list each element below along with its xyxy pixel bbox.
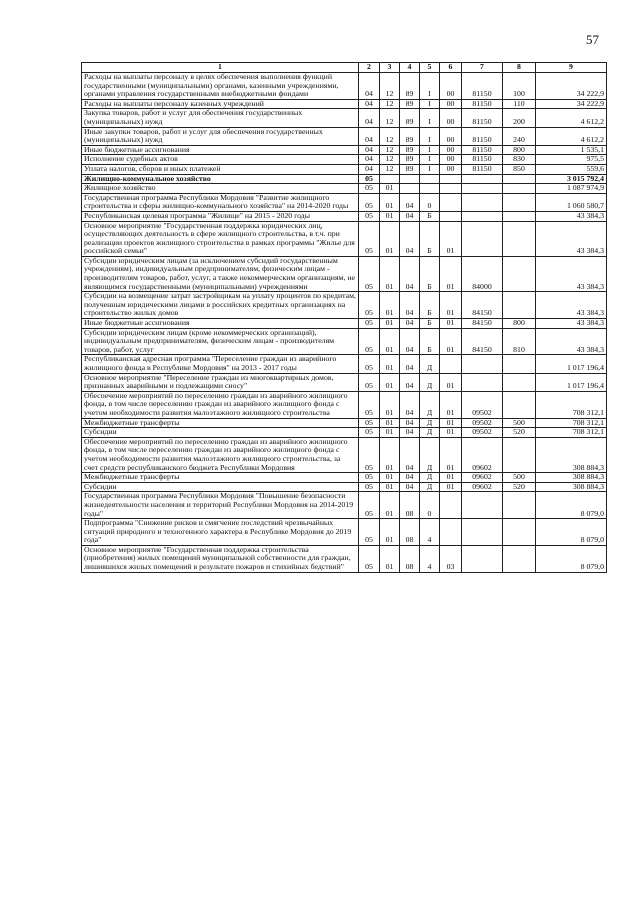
direction-code-cell: 09502 [462, 428, 503, 438]
program-code-cell: 89 [400, 155, 420, 165]
expense-type-cell [503, 437, 536, 472]
program-code-cell: 04 [400, 473, 420, 483]
table-row [82, 319, 607, 329]
table-row [82, 109, 607, 127]
direction-code-cell: 09502 [462, 391, 503, 418]
activity-code-cell: 00 [440, 73, 462, 100]
item-name-cell: Республиканская адресная программа "Переселение граждан из аварийного жилищного фонда в Республике Мордовия" на 2013 - 2017 годы [82, 355, 359, 373]
budget-table [81, 62, 607, 573]
subsection-code-cell: 12 [380, 109, 400, 127]
direction-code-cell [462, 545, 503, 572]
program-code-cell: 04 [400, 373, 420, 391]
direction-code-cell: 81150 [462, 145, 503, 155]
section-code-cell: 05 [359, 193, 380, 211]
subprogram-code-cell: Д [420, 391, 440, 418]
expense-type-cell [503, 373, 536, 391]
amount-cell: 43 384,3 [536, 221, 607, 256]
section-code-cell: 05 [359, 437, 380, 472]
section-code-cell: 05 [359, 482, 380, 492]
amount-cell: 8 079,0 [536, 545, 607, 572]
program-code-cell: 89 [400, 145, 420, 155]
amount-cell: 1 060 580,7 [536, 193, 607, 211]
expense-type-cell [503, 174, 536, 184]
subsection-code-cell: 01 [380, 355, 400, 373]
expense-type-cell: 850 [503, 164, 536, 174]
subprogram-code-cell: 4 [420, 519, 440, 546]
amount-cell: 43 384,3 [536, 292, 607, 319]
amount-cell: 43 384,3 [536, 256, 607, 291]
amount-cell: 3 015 792,4 [536, 174, 607, 184]
activity-code-cell: 01 [440, 482, 462, 492]
item-name-cell: Исполнение судебных актов [82, 155, 359, 165]
program-code-cell: 89 [400, 73, 420, 100]
subprogram-code-cell: Д [420, 473, 440, 483]
program-code-cell: 04 [400, 328, 420, 355]
direction-code-cell: 09602 [462, 437, 503, 472]
program-code-cell: 04 [400, 428, 420, 438]
item-name-cell: Межбюджетные трансферты [82, 473, 359, 483]
table-row [82, 211, 607, 221]
header-cell: 8 [503, 63, 536, 73]
program-code-cell: 89 [400, 127, 420, 145]
direction-code-cell: 84150 [462, 292, 503, 319]
amount-cell: 1 017 196,4 [536, 355, 607, 373]
subprogram-code-cell: Б [420, 211, 440, 221]
expense-type-cell: 100 [503, 73, 536, 100]
section-code-cell: 05 [359, 492, 380, 519]
activity-code-cell: 01 [440, 221, 462, 256]
item-name-cell: Расходы на выплаты персоналу казенных учреждений [82, 99, 359, 109]
program-code-cell: 04 [400, 256, 420, 291]
subsection-code-cell: 01 [380, 391, 400, 418]
table-row [82, 73, 607, 100]
section-code-cell: 05 [359, 545, 380, 572]
subsection-code-cell: 12 [380, 155, 400, 165]
subprogram-code-cell: 4 [420, 545, 440, 572]
expense-type-cell [503, 211, 536, 221]
subprogram-code-cell [420, 184, 440, 194]
direction-code-cell [462, 184, 503, 194]
table-row [82, 473, 607, 483]
program-code-cell: 04 [400, 482, 420, 492]
direction-code-cell: 84000 [462, 256, 503, 291]
subsection-code-cell: 01 [380, 418, 400, 428]
amount-cell: 708 312,1 [536, 428, 607, 438]
subprogram-code-cell: I [420, 109, 440, 127]
subsection-code-cell: 01 [380, 292, 400, 319]
activity-code-cell: 01 [440, 473, 462, 483]
item-name-cell: Подпрограмма "Снижение рисков и смягчение последствий чрезвычайных ситуаций природного и техногенного характера в Республике Мордовия до 2019 года" [82, 519, 359, 546]
activity-code-cell [440, 193, 462, 211]
table-row [82, 221, 607, 256]
amount-cell: 43 384,3 [536, 328, 607, 355]
table-row [82, 164, 607, 174]
amount-cell: 559,6 [536, 164, 607, 174]
program-code-cell: 08 [400, 519, 420, 546]
subsection-code-cell: 01 [380, 519, 400, 546]
item-name-cell: Уплата налогов, сборов и иных платежей [82, 164, 359, 174]
section-code-cell: 05 [359, 428, 380, 438]
expense-type-cell: 520 [503, 428, 536, 438]
activity-code-cell: 01 [440, 319, 462, 329]
activity-code-cell [440, 174, 462, 184]
table-row [82, 418, 607, 428]
item-name-cell: Государственная программа Республики Мордовия "Повышение безопасности жизнедеятельности населения и территорий Республики Мордовия на 2014-2019 годы" [82, 492, 359, 519]
program-code-cell: 04 [400, 391, 420, 418]
table-row [82, 545, 607, 572]
activity-code-cell [440, 184, 462, 194]
amount-cell: 8 079,0 [536, 492, 607, 519]
subsection-code-cell: 01 [380, 319, 400, 329]
table-row [82, 428, 607, 438]
expense-type-cell [503, 545, 536, 572]
subsection-code-cell [380, 174, 400, 184]
subsection-code-cell: 01 [380, 492, 400, 519]
subprogram-code-cell: Д [420, 482, 440, 492]
subsection-code-cell: 12 [380, 127, 400, 145]
subsection-code-cell: 12 [380, 99, 400, 109]
expense-type-cell: 830 [503, 155, 536, 165]
activity-code-cell: 01 [440, 328, 462, 355]
amount-cell: 34 222,9 [536, 99, 607, 109]
program-code-cell: 08 [400, 545, 420, 572]
amount-cell: 1 017 196,4 [536, 373, 607, 391]
subsection-code-cell: 01 [380, 473, 400, 483]
section-code-cell: 04 [359, 109, 380, 127]
subsection-code-cell: 01 [380, 211, 400, 221]
activity-code-cell: 00 [440, 109, 462, 127]
item-name-cell: Межбюджетные трансферты [82, 418, 359, 428]
subsection-code-cell: 01 [380, 545, 400, 572]
amount-cell: 43 384,3 [536, 319, 607, 329]
subsection-code-cell: 12 [380, 164, 400, 174]
activity-code-cell: 01 [440, 418, 462, 428]
subsection-code-cell: 12 [380, 73, 400, 100]
subprogram-code-cell [420, 174, 440, 184]
table-row [82, 145, 607, 155]
direction-code-cell: 84150 [462, 319, 503, 329]
amount-cell: 1 087 974,9 [536, 184, 607, 194]
activity-code-cell [440, 492, 462, 519]
section-code-cell: 05 [359, 355, 380, 373]
section-code-cell: 04 [359, 164, 380, 174]
page-number: 57 [586, 32, 599, 47]
section-code-cell: 05 [359, 328, 380, 355]
activity-code-cell: 00 [440, 99, 462, 109]
section-code-cell: 04 [359, 155, 380, 165]
subprogram-code-cell: Б [420, 256, 440, 291]
expense-type-cell [503, 221, 536, 256]
direction-code-cell: 84150 [462, 328, 503, 355]
section-code-cell: 05 [359, 211, 380, 221]
item-name-cell: Субсидии юридическим лицам (за исключением субсидий государственным учреждениям), индивидуальным предпринимателям, физическим лицам - производителям товаров, работ, услуг, а также некоммерческим организациям, не являющимся государственными (муниципальными) учреждениями [82, 256, 359, 291]
subsection-code-cell: 01 [380, 256, 400, 291]
header-cell: 4 [400, 63, 420, 73]
activity-code-cell: 00 [440, 155, 462, 165]
direction-code-cell [462, 174, 503, 184]
section-code-cell: 05 [359, 519, 380, 546]
table-body [82, 73, 607, 573]
expense-type-cell: 500 [503, 418, 536, 428]
activity-code-cell: 01 [440, 373, 462, 391]
amount-cell: 308 884,3 [536, 437, 607, 472]
table-row [82, 127, 607, 145]
subprogram-code-cell: I [420, 73, 440, 100]
header-cell: 6 [440, 63, 462, 73]
section-code-cell: 04 [359, 145, 380, 155]
amount-cell: 708 312,1 [536, 391, 607, 418]
expense-type-cell [503, 519, 536, 546]
subprogram-code-cell: Д [420, 418, 440, 428]
program-code-cell: 04 [400, 437, 420, 472]
item-name-cell: Республиканская целевая программа "Жилище" на 2015 - 2020 годы [82, 211, 359, 221]
program-code-cell: 04 [400, 221, 420, 256]
subprogram-code-cell: Б [420, 328, 440, 355]
section-code-cell: 04 [359, 73, 380, 100]
subsection-code-cell: 01 [380, 437, 400, 472]
direction-code-cell: 09602 [462, 482, 503, 492]
section-code-cell: 05 [359, 292, 380, 319]
subprogram-code-cell: 0 [420, 492, 440, 519]
expense-type-cell [503, 391, 536, 418]
section-code-cell: 05 [359, 319, 380, 329]
header-cell: 3 [380, 63, 400, 73]
direction-code-cell [462, 519, 503, 546]
direction-code-cell [462, 193, 503, 211]
expense-type-cell [503, 292, 536, 319]
amount-cell: 308 884,3 [536, 473, 607, 483]
program-code-cell: 04 [400, 319, 420, 329]
subprogram-code-cell: 0 [420, 193, 440, 211]
activity-code-cell [440, 355, 462, 373]
subprogram-code-cell: Д [420, 373, 440, 391]
section-code-cell: 05 [359, 221, 380, 256]
item-name-cell: Закупка товаров, работ и услуг для обеспечения государственных (муниципальных) нужд [82, 109, 359, 127]
header-cell: 2 [359, 63, 380, 73]
table-row [82, 155, 607, 165]
item-name-cell: Субсидии юридическим лицам (кроме некоммерческих организаций), индивидуальным предпринимателям, физическим лицам - производителям товаров, работ, услуг [82, 328, 359, 355]
direction-code-cell: 81150 [462, 164, 503, 174]
header-cell: 1 [82, 63, 359, 73]
header-row [82, 63, 607, 73]
item-name-cell: Основное мероприятие "Государственная поддержка строительства (приобретения) жилых помещений муниципальной собственности для граждан, лишившихся жилых помещений в результате пожаров и стихийных бедствий" [82, 545, 359, 572]
expense-type-cell [503, 355, 536, 373]
table-row [82, 193, 607, 211]
program-code-cell: 04 [400, 292, 420, 319]
section-code-cell: 05 [359, 184, 380, 194]
section-code-cell: 05 [359, 473, 380, 483]
section-code-cell: 05 [359, 391, 380, 418]
direction-code-cell [462, 221, 503, 256]
subprogram-code-cell: I [420, 145, 440, 155]
item-name-cell: Основное мероприятие "Переселение граждан из многоквартирных домов, признанных аварийными и подлежащими сносу" [82, 373, 359, 391]
expense-type-cell: 810 [503, 328, 536, 355]
direction-code-cell: 81150 [462, 109, 503, 127]
table-row [82, 99, 607, 109]
table-row [82, 373, 607, 391]
amount-cell: 975,5 [536, 155, 607, 165]
expense-type-cell: 800 [503, 319, 536, 329]
table-row [82, 391, 607, 418]
program-code-cell: 04 [400, 193, 420, 211]
section-code-cell: 05 [359, 373, 380, 391]
item-name-cell: Жилищно-коммунальное хозяйство [82, 174, 359, 184]
direction-code-cell [462, 373, 503, 391]
direction-code-cell: 81150 [462, 127, 503, 145]
activity-code-cell: 03 [440, 545, 462, 572]
direction-code-cell: 09502 [462, 418, 503, 428]
subprogram-code-cell: Д [420, 428, 440, 438]
expense-type-cell [503, 184, 536, 194]
program-code-cell: 89 [400, 164, 420, 174]
expense-type-cell: 200 [503, 109, 536, 127]
program-code-cell: 04 [400, 418, 420, 428]
direction-code-cell: 81150 [462, 73, 503, 100]
expense-type-cell: 800 [503, 145, 536, 155]
amount-cell: 43 384,3 [536, 211, 607, 221]
amount-cell: 4 612,2 [536, 127, 607, 145]
subprogram-code-cell: Б [420, 221, 440, 256]
expense-type-cell: 240 [503, 127, 536, 145]
expense-type-cell: 520 [503, 482, 536, 492]
subprogram-code-cell: Б [420, 319, 440, 329]
activity-code-cell: 00 [440, 127, 462, 145]
table-row [82, 256, 607, 291]
expense-type-cell [503, 256, 536, 291]
program-code-cell [400, 184, 420, 194]
expense-type-cell: 110 [503, 99, 536, 109]
activity-code-cell: 00 [440, 145, 462, 155]
expense-type-cell [503, 193, 536, 211]
activity-code-cell: 00 [440, 164, 462, 174]
item-name-cell: Жилищное хозяйство [82, 184, 359, 194]
amount-cell: 308 884,3 [536, 482, 607, 492]
activity-code-cell: 01 [440, 437, 462, 472]
subprogram-code-cell: Д [420, 437, 440, 472]
subprogram-code-cell: Б [420, 292, 440, 319]
subsection-code-cell: 01 [380, 221, 400, 256]
table-row [82, 437, 607, 472]
item-name-cell: Субсидии [82, 482, 359, 492]
section-code-cell: 05 [359, 256, 380, 291]
direction-code-cell [462, 355, 503, 373]
subprogram-code-cell: Д [420, 355, 440, 373]
subsection-code-cell: 12 [380, 145, 400, 155]
table-row [82, 482, 607, 492]
header-cell: 5 [420, 63, 440, 73]
direction-code-cell: 09602 [462, 473, 503, 483]
table-row [82, 519, 607, 546]
item-name-cell: Субсидии [82, 428, 359, 438]
table-row [82, 492, 607, 519]
item-name-cell: Обеспечение мероприятий по переселению граждан из аварийного жилищного фонда, в том числе переселению граждан из аварийного жилищного фонда с учетом необходимости развития малоэтажного жилищного строительства [82, 391, 359, 418]
item-name-cell: Иные закупки товаров, работ и услуг для обеспечения государственных (муниципальных) нужд [82, 127, 359, 145]
section-code-cell: 05 [359, 174, 380, 184]
item-name-cell: Иные бюджетные ассигнования [82, 319, 359, 329]
subprogram-code-cell: I [420, 155, 440, 165]
direction-code-cell: 81150 [462, 155, 503, 165]
expense-type-cell [503, 492, 536, 519]
amount-cell: 8 079,0 [536, 519, 607, 546]
table-row [82, 292, 607, 319]
activity-code-cell [440, 211, 462, 221]
item-name-cell: Государственная программа Республики Мордовия "Развитие жилищного строительства и сферы жилищно-коммунального хозяйства" на 2014-2020 годы [82, 193, 359, 211]
program-code-cell: 08 [400, 492, 420, 519]
table-row [82, 184, 607, 194]
expense-type-cell: 500 [503, 473, 536, 483]
amount-cell: 708 312,1 [536, 418, 607, 428]
subsection-code-cell: 01 [380, 428, 400, 438]
item-name-cell: Обеспечение мероприятий по переселению граждан из аварийного жилищного фонда, в том числе переселению граждан из аварийного жилищного фонда с учетом необходимости развития малоэтажного жилищного строительства, за счет средств республиканского бюджета Республики Мордовия [82, 437, 359, 472]
subprogram-code-cell: I [420, 99, 440, 109]
subsection-code-cell: 01 [380, 184, 400, 194]
item-name-cell: Субсидии на возмещение затрат застройщикам на уплату процентов по кредитам, полученным юридическими лицами в российских кредитных организациях на строительство жилых домов [82, 292, 359, 319]
amount-cell: 1 535,1 [536, 145, 607, 155]
subprogram-code-cell: I [420, 127, 440, 145]
subsection-code-cell: 01 [380, 193, 400, 211]
section-code-cell: 04 [359, 99, 380, 109]
direction-code-cell [462, 211, 503, 221]
direction-code-cell [462, 492, 503, 519]
header-cell: 7 [462, 63, 503, 73]
subsection-code-cell: 01 [380, 373, 400, 391]
activity-code-cell: 01 [440, 428, 462, 438]
item-name-cell: Иные бюджетные ассигнования [82, 145, 359, 155]
header-cell: 9 [536, 63, 607, 73]
table-row [82, 174, 607, 184]
subsection-code-cell: 01 [380, 482, 400, 492]
program-code-cell: 89 [400, 109, 420, 127]
item-name-cell: Основное мероприятие "Государственная поддержка юридических лиц, осуществляющих деятельность в сфере жилищного строительства, в т.ч. при реализации проектов жилищного строительства в рамках программы "Жилье для российской семьи" [82, 221, 359, 256]
amount-cell: 34 222,9 [536, 73, 607, 100]
subprogram-code-cell: I [420, 164, 440, 174]
direction-code-cell: 81150 [462, 99, 503, 109]
subsection-code-cell: 01 [380, 328, 400, 355]
section-code-cell: 04 [359, 127, 380, 145]
item-name-cell: Расходы на выплаты персоналу в целях обеспечения выполнения функций государственными (муниципальными) органами, казенными учреждениями, органами управления государственными внебюджетными фондами [82, 73, 359, 100]
program-code-cell [400, 174, 420, 184]
table-row [82, 355, 607, 373]
table-row [82, 328, 607, 355]
amount-cell: 4 612,2 [536, 109, 607, 127]
activity-code-cell: 01 [440, 292, 462, 319]
activity-code-cell: 01 [440, 391, 462, 418]
program-code-cell: 04 [400, 211, 420, 221]
program-code-cell: 89 [400, 99, 420, 109]
activity-code-cell [440, 519, 462, 546]
section-code-cell: 05 [359, 418, 380, 428]
program-code-cell: 04 [400, 355, 420, 373]
activity-code-cell: 01 [440, 256, 462, 291]
